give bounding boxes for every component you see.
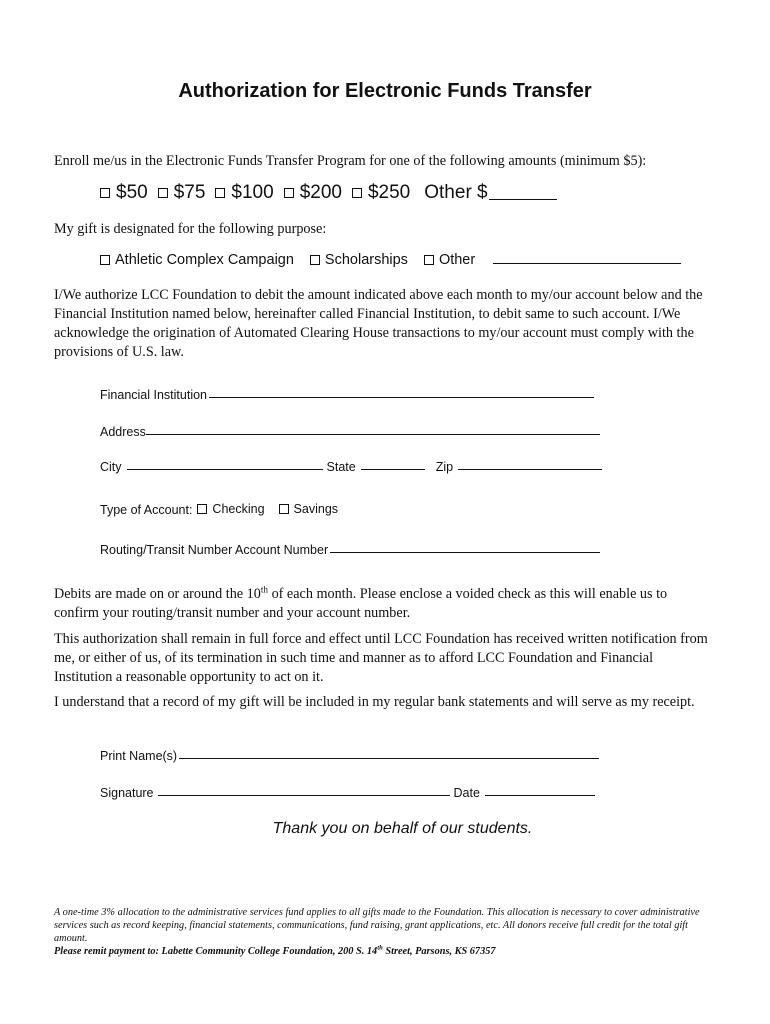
authorize-text: I/We authorize LCC Foundation to debit the amount indicated above each month to my/our account below and the Financial Institution named below, hereinafter called Financial Institution, to debit same to such account. I/We acknowledge the origination of Automated Clearing House transactions to my/our account must comply with the provisions of U.S. law. (54, 287, 703, 360)
checkbox-icon[interactable] (158, 188, 168, 198)
city-label: City (100, 460, 122, 474)
purpose-other-input[interactable] (493, 262, 681, 264)
routing-label: Routing/Transit Number Account Number (100, 543, 329, 557)
address-label: Address (100, 425, 146, 439)
city-input[interactable] (127, 468, 323, 470)
amount-option-250[interactable] (352, 182, 410, 204)
footnote (54, 906, 714, 958)
purpose-option-athletic[interactable] (100, 252, 294, 268)
account-type-label: Type of Account: (100, 503, 193, 517)
financial-institution-label: Financial Institution (100, 388, 208, 402)
enroll-text: Enroll me/us in the Electronic Funds Transfer Program for one of the following amounts (minimum $5): (54, 153, 647, 169)
amount-label: $250 (367, 182, 411, 203)
checkbox-icon[interactable] (100, 255, 110, 265)
city-state-zip-row (100, 460, 602, 474)
routing-input[interactable] (330, 551, 600, 553)
checkbox-icon[interactable] (310, 255, 320, 265)
address-input[interactable] (146, 433, 600, 435)
remit-address: Please remit payment to: Labette Community College Foundation, 200 S. 14th Street, Parsons, KS 67357 (54, 944, 496, 957)
amount-label: $50 (116, 182, 148, 203)
print-names-input[interactable] (179, 757, 599, 759)
print-names-row (100, 749, 599, 763)
checkbox-icon[interactable] (215, 188, 225, 198)
signature-row (100, 786, 595, 800)
checkbox-icon[interactable] (100, 188, 110, 198)
signature-input[interactable] (158, 794, 450, 796)
amount-label: $200 (299, 182, 342, 203)
address-row (100, 425, 600, 439)
receipt-text: I understand that a record of my gift will be included in my regular bank statements and will serve as my receipt. (54, 694, 695, 710)
thank-you-text: Thank you on behalf of our students. (272, 820, 533, 837)
date-label: Date (453, 786, 480, 800)
purpose-option-other[interactable] (424, 252, 475, 268)
financial-institution-input[interactable] (209, 396, 594, 398)
date-input[interactable] (485, 794, 595, 796)
amount-option-75[interactable] (158, 182, 206, 204)
zip-input[interactable] (458, 468, 602, 470)
zip-label: Zip (435, 460, 454, 474)
purpose-label: Athletic Complex Campaign (115, 252, 294, 268)
checking-label: Checking (212, 502, 265, 516)
checkbox-icon[interactable] (424, 255, 434, 265)
financial-institution-row (100, 388, 594, 402)
purpose-label: Scholarships (324, 252, 408, 268)
checkbox-icon[interactable] (279, 504, 289, 514)
form-title: Authorization for Electronic Funds Transfer (178, 80, 592, 102)
checkbox-icon[interactable] (197, 504, 207, 514)
allocation-note: A one-time 3% allocation to the administrative services fund applies to all gifts made to the Foundation. This allocation is necessary to cover administrative services such as record keeping, financial statements, communications, fund raising, grant applications, etc. All donors receive full credit for the total gift amount. (54, 907, 700, 944)
amount-options (100, 182, 557, 204)
purpose-intro: My gift is designated for the following purpose: (54, 221, 327, 237)
account-type-savings[interactable] (279, 502, 338, 516)
state-input[interactable] (361, 468, 425, 470)
state-label: State (326, 460, 356, 474)
routing-row (100, 543, 600, 557)
savings-label: Savings (293, 502, 339, 516)
purpose-option-scholarships[interactable] (310, 252, 408, 268)
debits-text: Debits are made on or around the 10th of each month. Please enclose a voided check as this will enable us to confirm your routing/transit number and your account number. (54, 584, 668, 621)
amount-other-input[interactable] (489, 198, 557, 200)
checkbox-icon[interactable] (352, 188, 362, 198)
authorization-force-text: This authorization shall remain in full force and effect until LCC Foundation has received written notification from me, or either of us, of its termination in such time and manner as to afford LCC Foundation and Financial Institution a reasonable opportunity to act on it. (54, 631, 708, 685)
purpose-options (100, 252, 681, 268)
account-type-row (100, 502, 338, 517)
purpose-label: Other (438, 252, 476, 268)
amount-option-200[interactable] (284, 182, 342, 204)
print-names-label: Print Name(s) (100, 749, 178, 763)
amount-option-50[interactable] (100, 182, 148, 204)
amount-other-label: Other $ (424, 182, 488, 203)
amount-option-100[interactable] (215, 182, 273, 204)
amount-label: $100 (231, 182, 274, 203)
checkbox-icon[interactable] (284, 188, 294, 198)
amount-label: $75 (173, 182, 206, 203)
signature-label: Signature (100, 786, 154, 800)
account-type-checking[interactable] (197, 502, 264, 516)
